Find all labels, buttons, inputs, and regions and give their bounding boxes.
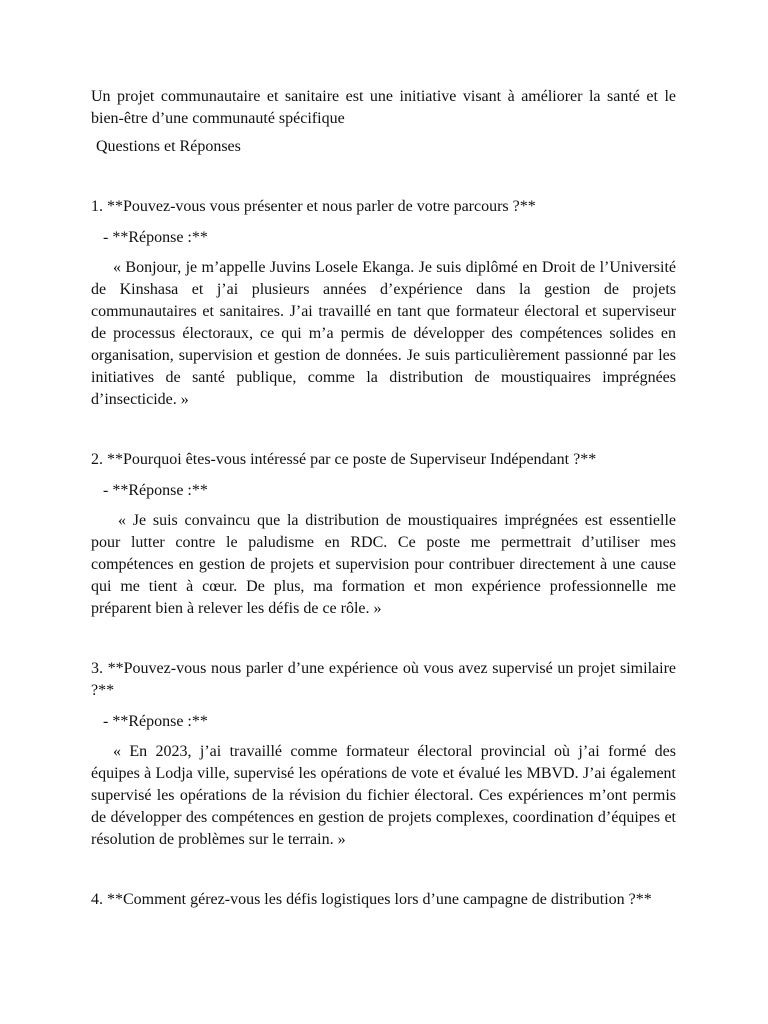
- qa-block-2: [91, 449, 676, 620]
- qa-block-1: [91, 196, 676, 411]
- answer-label-2: - **Réponse :**: [103, 482, 208, 499]
- document-page: [91, 86, 676, 949]
- question-2: 2. **Pourquoi êtes-vous intéressé par ce poste de Superviseur Indépendant ?**: [91, 451, 597, 468]
- answer-2: « Je suis convaincu que la distribution de moustiquaires imprégnées est essentielle pour lutter contre le paludisme en RDC. Ce poste me permettrait d’utiliser mes compétences en gestion de projets et supervision pour contribuer directement à une cause qui me tient à cœur. De plus, ma formation et mon expérience professionnelle me préparent bien à relever les défis de ce rôle. »: [91, 512, 676, 617]
- qa-block-3: [91, 658, 676, 851]
- qa-heading: Questions et Réponses: [96, 138, 241, 155]
- answer-1: « Bonjour, je m’appelle Juvins Losele Ekanga. Je suis diplômé en Droit de l’Université de Kinshasa et j’ai plusieurs années d’expérience dans la gestion de projets communautaires et sanitaires. J’ai travaillé en tant que formateur électoral et superviseur de processus électoraux, ce qui m’a permis de développer des compétences solides en organisation, supervision et gestion de données. Je suis particulièrement passionné par les initiatives de santé publique, comme la distribution de moustiquaires imprégnées d’insecticide. »: [91, 259, 676, 408]
- question-4: 4. **Comment gérez-vous les défis logistiques lors d’une campagne de distribution ?**: [91, 891, 652, 908]
- question-1: 1. **Pouvez-vous vous présenter et nous parler de votre parcours ?**: [91, 198, 536, 215]
- answer-3: « En 2023, j’ai travaillé comme formateur électoral provincial où j’ai formé des équipes à Lodja ville, supervisé les opérations de vote et évalué les MBVD. J’ai également supervisé les opérations de la révision du fichier électoral. Ces expériences m’ont permis de développer des compétences en gestion de projets complexes, coordination d’équipes et résolution de problèmes sur le terrain. »: [91, 743, 676, 848]
- question-3: 3. **Pouvez-vous nous parler d’une expérience où vous avez supervisé un projet similaire ?**: [91, 660, 676, 699]
- answer-label-1: - **Réponse :**: [103, 229, 208, 246]
- intro-paragraph: Un projet communautaire et sanitaire est une initiative visant à améliorer la santé et le bien-être d’une communauté spécifique: [91, 88, 676, 127]
- qa-block-4: [91, 889, 676, 911]
- answer-label-3: - **Réponse :**: [103, 713, 208, 730]
